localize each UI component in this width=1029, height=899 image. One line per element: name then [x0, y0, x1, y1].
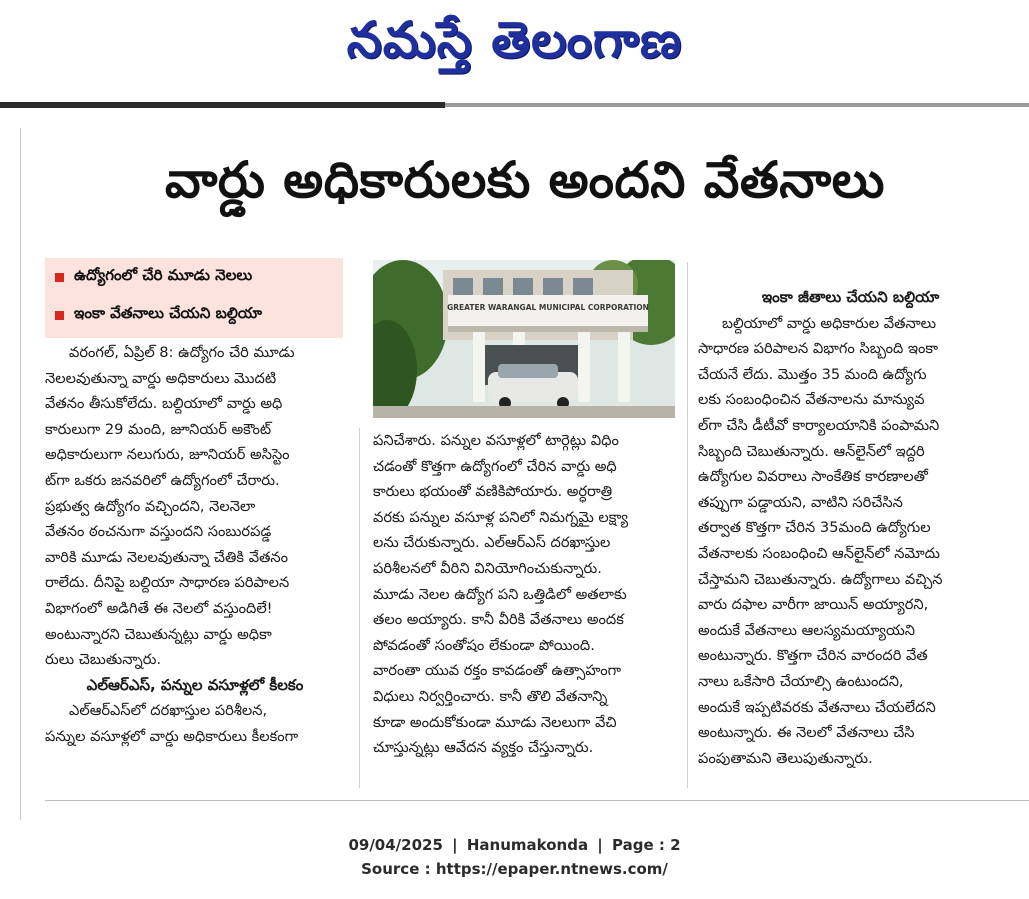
text-line: చేయనే లేదు. మొత్తం 35 మంది ఉద్యోగు: [698, 365, 927, 383]
article-subhead: ఎల్‌ఆర్‌ఎస్, పన్నుల వసూళ్లలో కీలకం: [86, 675, 304, 694]
highlights-box: [45, 258, 343, 338]
text-line: సిబ్బంది చెబుతున్నారు. ఆన్‌లైన్‌లో ఇద్దరి: [698, 442, 925, 460]
text-line: ప్రభుత్వ ఉద్యోగం వచ్చిందని, నెలనెలా: [45, 497, 256, 515]
footer-source-link[interactable]: https://epaper.ntnews.com/: [435, 860, 668, 878]
article-border-bottom: [45, 800, 1029, 801]
text-line: తలం అయ్యారు. కానీ వీరికి వేతనాలు అందక: [373, 611, 624, 629]
text-line: వరకు పన్నుల వసూళ్ల పనిలో నిమగ్నమై లక్ష్యా: [373, 508, 629, 526]
text-line: చేస్తామని చెబుతున్నారు. ఉద్యోగాలు వచ్చిన: [698, 570, 943, 588]
text-line: అంటున్నారు. ఈ నెలలో వేతనాలు చేసి: [698, 724, 915, 742]
highlight-item: [45, 258, 343, 296]
highlight-text: ఇంకా వేతనాలు చేయని బల్దియా: [74, 304, 262, 322]
text-line: నాలు ఒకేసారి చేయాల్సి ఉంటుందని,: [698, 672, 904, 690]
square-bullet-icon: [55, 273, 64, 282]
column-divider: [359, 428, 360, 788]
text-line: మూడు నెలల ఉద్యోగ పని ఒత్తిడిలో అతలాకు: [373, 585, 627, 603]
masthead-rule-grey: [445, 103, 1029, 107]
text-line: విధులు నిర్వర్తించారు. కానీ తొలి వేతనాన్ని: [373, 687, 608, 705]
footer-date: 09/04/2025: [348, 836, 443, 854]
text-line: బల్దియాలో వార్డు అధికారుల వేతనాలు: [722, 314, 936, 332]
text-line: కారులు భయంతో వణికిపోయారు. అర్ధరాత్రి: [373, 483, 613, 501]
text-line: కారులుగా 29 మంది, జూనియర్ అకౌంట్: [45, 420, 272, 438]
footer-location: Hanumakonda: [466, 836, 589, 854]
text-line: చడంతో కొత్తగా ఉద్యోగంలో చేరిన వార్డు అధి: [373, 457, 617, 475]
text-line: విభాగంలో అడిగితే ఈ నెలలో వస్తుందిలే!: [45, 599, 273, 617]
text-line: వరంగల్, ఏప్రిల్ 8: ఉద్యోగం చేరి మూడు: [69, 344, 295, 361]
newspaper-logo: నమస్తే తెలంగాణ: [346, 11, 683, 69]
text-line: తర్వాత కొత్తగా చేరిన 35మంది ఉద్యోగుల: [698, 519, 931, 537]
footer-meta: [0, 836, 1029, 854]
text-line: అంటున్నారని చెబుతున్నట్లు వార్డు అధికా: [45, 625, 272, 643]
text-line: పనిచేశారు. పన్నుల వసూళ్లలో టార్గెట్లు విధిం: [373, 432, 619, 449]
text-line: పరిశీలనలో వీరిని వినియోగించుకున్నారు.: [373, 559, 602, 577]
text-line: వారంతా యువ రక్తం కావడంతో ఉత్సాహంగా: [373, 662, 622, 680]
building-sign-text: GREATER WARANGAL MUNICIPAL CORPORATION: [447, 303, 649, 312]
article-photo: [373, 260, 675, 418]
text-line: లకు సంబంధించిన వేతనాలను మాన్యువ: [698, 391, 925, 409]
text-line: వేతనం ఠంచనుగా వస్తుందని సంబురపడ్డ: [45, 523, 272, 541]
text-line: వారికి మూడు నెలలవుతున్నా చేతికి వేతనం: [45, 548, 289, 566]
highlight-text: ఉద్యోగంలో చేరి మూడు నెలలు: [74, 266, 253, 284]
text-line: వేతనాలకు సంబంధించి ఆన్‌లైన్‌లో నమోదు: [698, 544, 940, 562]
masthead-rule-dark: [0, 102, 445, 108]
text-line: పంపుతామని తెలుపుతున్నారు.: [698, 749, 873, 767]
text-line: రాలేదు. దీనిపై బల్దియా సాధారణ పరిపాలన: [45, 574, 290, 592]
text-line: ట్‌గా ఒకరు జనవరిలో ఉద్యోగంలో చేరారు.: [45, 471, 280, 489]
text-line: ఎల్‌ఆర్‌ఎస్‌లో దరఖాస్తుల పరిశీలన,: [69, 702, 268, 720]
text-line: సాధారణ పరిపాలన విభాగం సిబ్బంది ఇంకా: [698, 340, 939, 358]
article-headline: వార్డు అధికారులకు అందని వేతనాలు: [165, 151, 885, 209]
text-line: పన్నుల వసూళ్లలో వార్డు అధికారులు కీలకంగా: [45, 727, 299, 745]
text-line: ఉద్యోగుల వివరాలు సాంకేతిక కారణాలతో: [698, 468, 928, 486]
text-line: ల్‌గా చేసి డీటీవో కార్యాలయానికి పంపామని: [698, 416, 940, 434]
footer-source-label: Source :: [361, 860, 431, 878]
text-line: నెలలవుతున్నా వార్డు అధికారులు మొదటి: [45, 369, 277, 387]
footer-separator: |: [452, 836, 458, 854]
highlight-item: [45, 296, 343, 334]
article-column-middle: [373, 428, 675, 761]
footer-source: [0, 860, 1029, 878]
column-divider: [687, 262, 688, 788]
text-line: పోవడంతో సంతోషం లేకుండా పోయింది.: [373, 636, 595, 654]
article-column-right: [698, 285, 1003, 771]
masthead: [0, 0, 1029, 100]
text-line: అంటున్నారు. కొత్తగా చేరిన వారందరి వేత: [698, 647, 928, 665]
text-line: చూస్తున్నట్లు ఆవేదన వ్యక్తం చేస్తున్నారు.: [373, 739, 594, 757]
municipal-building-image: [373, 260, 675, 418]
text-line: కూడా అందుకోకుండా మూడు నెలలుగా వేచి: [373, 713, 617, 731]
square-bullet-icon: [55, 311, 64, 320]
text-line: వేతనం తీసుకోలేదు. బల్దియాలో వార్డు అధి: [45, 395, 283, 413]
text-line: అందుకే ఇప్పటివరకు వేతనాలు చేయలేదని: [698, 698, 936, 716]
footer-page: Page : 2: [612, 836, 681, 854]
text-line: లను చేరుకున్నారు. ఎల్‌ఆర్‌ఎస్ దరఖాస్తుల: [373, 534, 611, 552]
text-line: రులు చెబుతున్నారు.: [45, 651, 162, 669]
article-border-left: [20, 128, 21, 820]
text-line: అందుకే వేతనాలు ఆలస్యమయ్యాయని: [698, 621, 915, 639]
text-line: అధికారులుగా నలుగురు, జూనియర్ అసిస్టెం: [45, 446, 290, 464]
article-subhead: ఇంకా జీతాలు చేయని బల్దియా: [761, 288, 940, 306]
article-column-left: [45, 340, 345, 750]
text-line: వారు దఫాల వారీగా జాయిన్ అయ్యారని,: [698, 596, 929, 614]
footer-separator: |: [597, 836, 603, 854]
text-line: తప్పుగా పడ్డాయని, వాటిని సరిచేసిన: [698, 493, 903, 511]
